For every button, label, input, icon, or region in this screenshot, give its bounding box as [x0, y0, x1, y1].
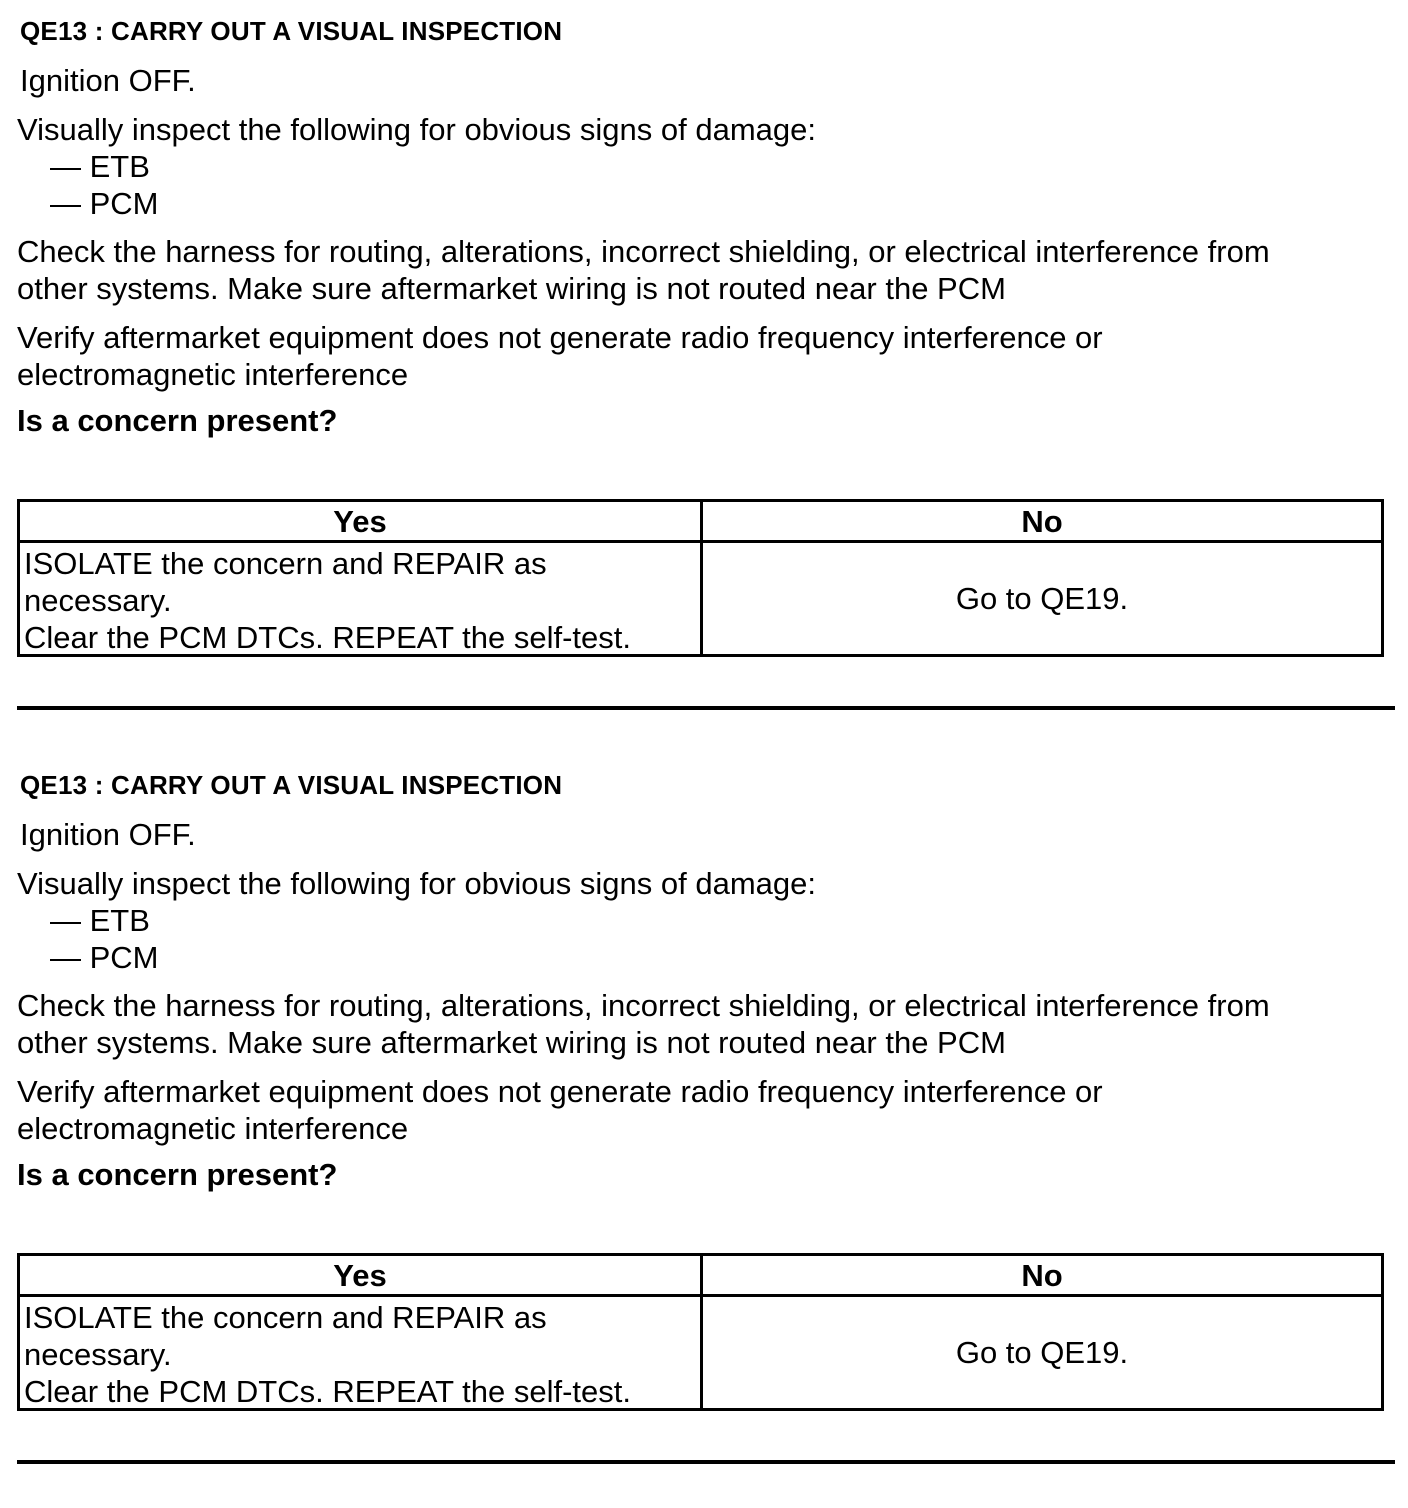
visual-inspect-instruction: Visually inspect the following for obvious signs of damage: [17, 866, 816, 901]
list-item: — ETB [50, 903, 150, 938]
section-divider [17, 1460, 1395, 1464]
verify-line: Verify aftermarket equipment does not generate radio frequency interference or [17, 1074, 1103, 1109]
yes-action-line: ISOLATE the concern and REPAIR as [24, 546, 547, 581]
harness-line: Check the harness for routing, alterations, incorrect shielding, or electrical interference from [17, 234, 1270, 269]
list-item: — PCM [50, 186, 159, 221]
ignition-instruction: Ignition OFF. [20, 817, 196, 852]
no-action [703, 543, 1381, 654]
concern-question: Is a concern present? [17, 403, 338, 438]
no-action [703, 1297, 1381, 1408]
yes-action-line: Clear the PCM DTCs. REPEAT the self-test. [24, 1374, 631, 1409]
harness-instruction [17, 987, 1270, 1061]
decision-table [17, 499, 1384, 657]
yes-action-line: ISOLATE the concern and REPAIR as [24, 1300, 547, 1335]
step-title: QE13 : CARRY OUT A VISUAL INSPECTION [20, 770, 563, 800]
yes-action [24, 545, 694, 656]
inspection-step [0, 754, 1408, 1508]
yes-action [24, 1299, 694, 1410]
concern-question: Is a concern present? [17, 1157, 338, 1192]
harness-instruction [17, 233, 1270, 307]
verify-line: electromagnetic interference [17, 357, 409, 392]
no-header: No [1021, 1258, 1063, 1293]
step-title: QE13 : CARRY OUT A VISUAL INSPECTION [20, 16, 563, 46]
component-list [50, 902, 159, 976]
list-item: — PCM [50, 940, 159, 975]
component-list [50, 148, 159, 222]
verify-instruction [17, 1073, 1103, 1147]
harness-line: other systems. Make sure aftermarket wiring is not routed near the PCM [17, 271, 1006, 306]
decision-table [17, 1253, 1384, 1411]
yes-header: Yes [333, 1258, 387, 1293]
no-header: No [1021, 504, 1063, 539]
harness-line: other systems. Make sure aftermarket wiring is not routed near the PCM [17, 1025, 1006, 1060]
no-action-text: Go to QE19. [955, 581, 1129, 616]
verify-line: electromagnetic interference [17, 1111, 409, 1146]
yes-action-line: Clear the PCM DTCs. REPEAT the self-test. [24, 620, 631, 655]
list-item: — ETB [50, 149, 150, 184]
visual-inspect-instruction: Visually inspect the following for obvious signs of damage: [17, 112, 816, 147]
verify-instruction [17, 319, 1103, 393]
yes-action-line: necessary. [24, 1337, 172, 1372]
yes-action-line: necessary. [24, 583, 172, 618]
ignition-instruction: Ignition OFF. [20, 63, 196, 98]
verify-line: Verify aftermarket equipment does not generate radio frequency interference or [17, 320, 1103, 355]
section-divider [17, 706, 1395, 710]
no-action-text: Go to QE19. [955, 1335, 1129, 1370]
yes-header: Yes [333, 504, 387, 539]
harness-line: Check the harness for routing, alterations, incorrect shielding, or electrical interference from [17, 988, 1270, 1023]
